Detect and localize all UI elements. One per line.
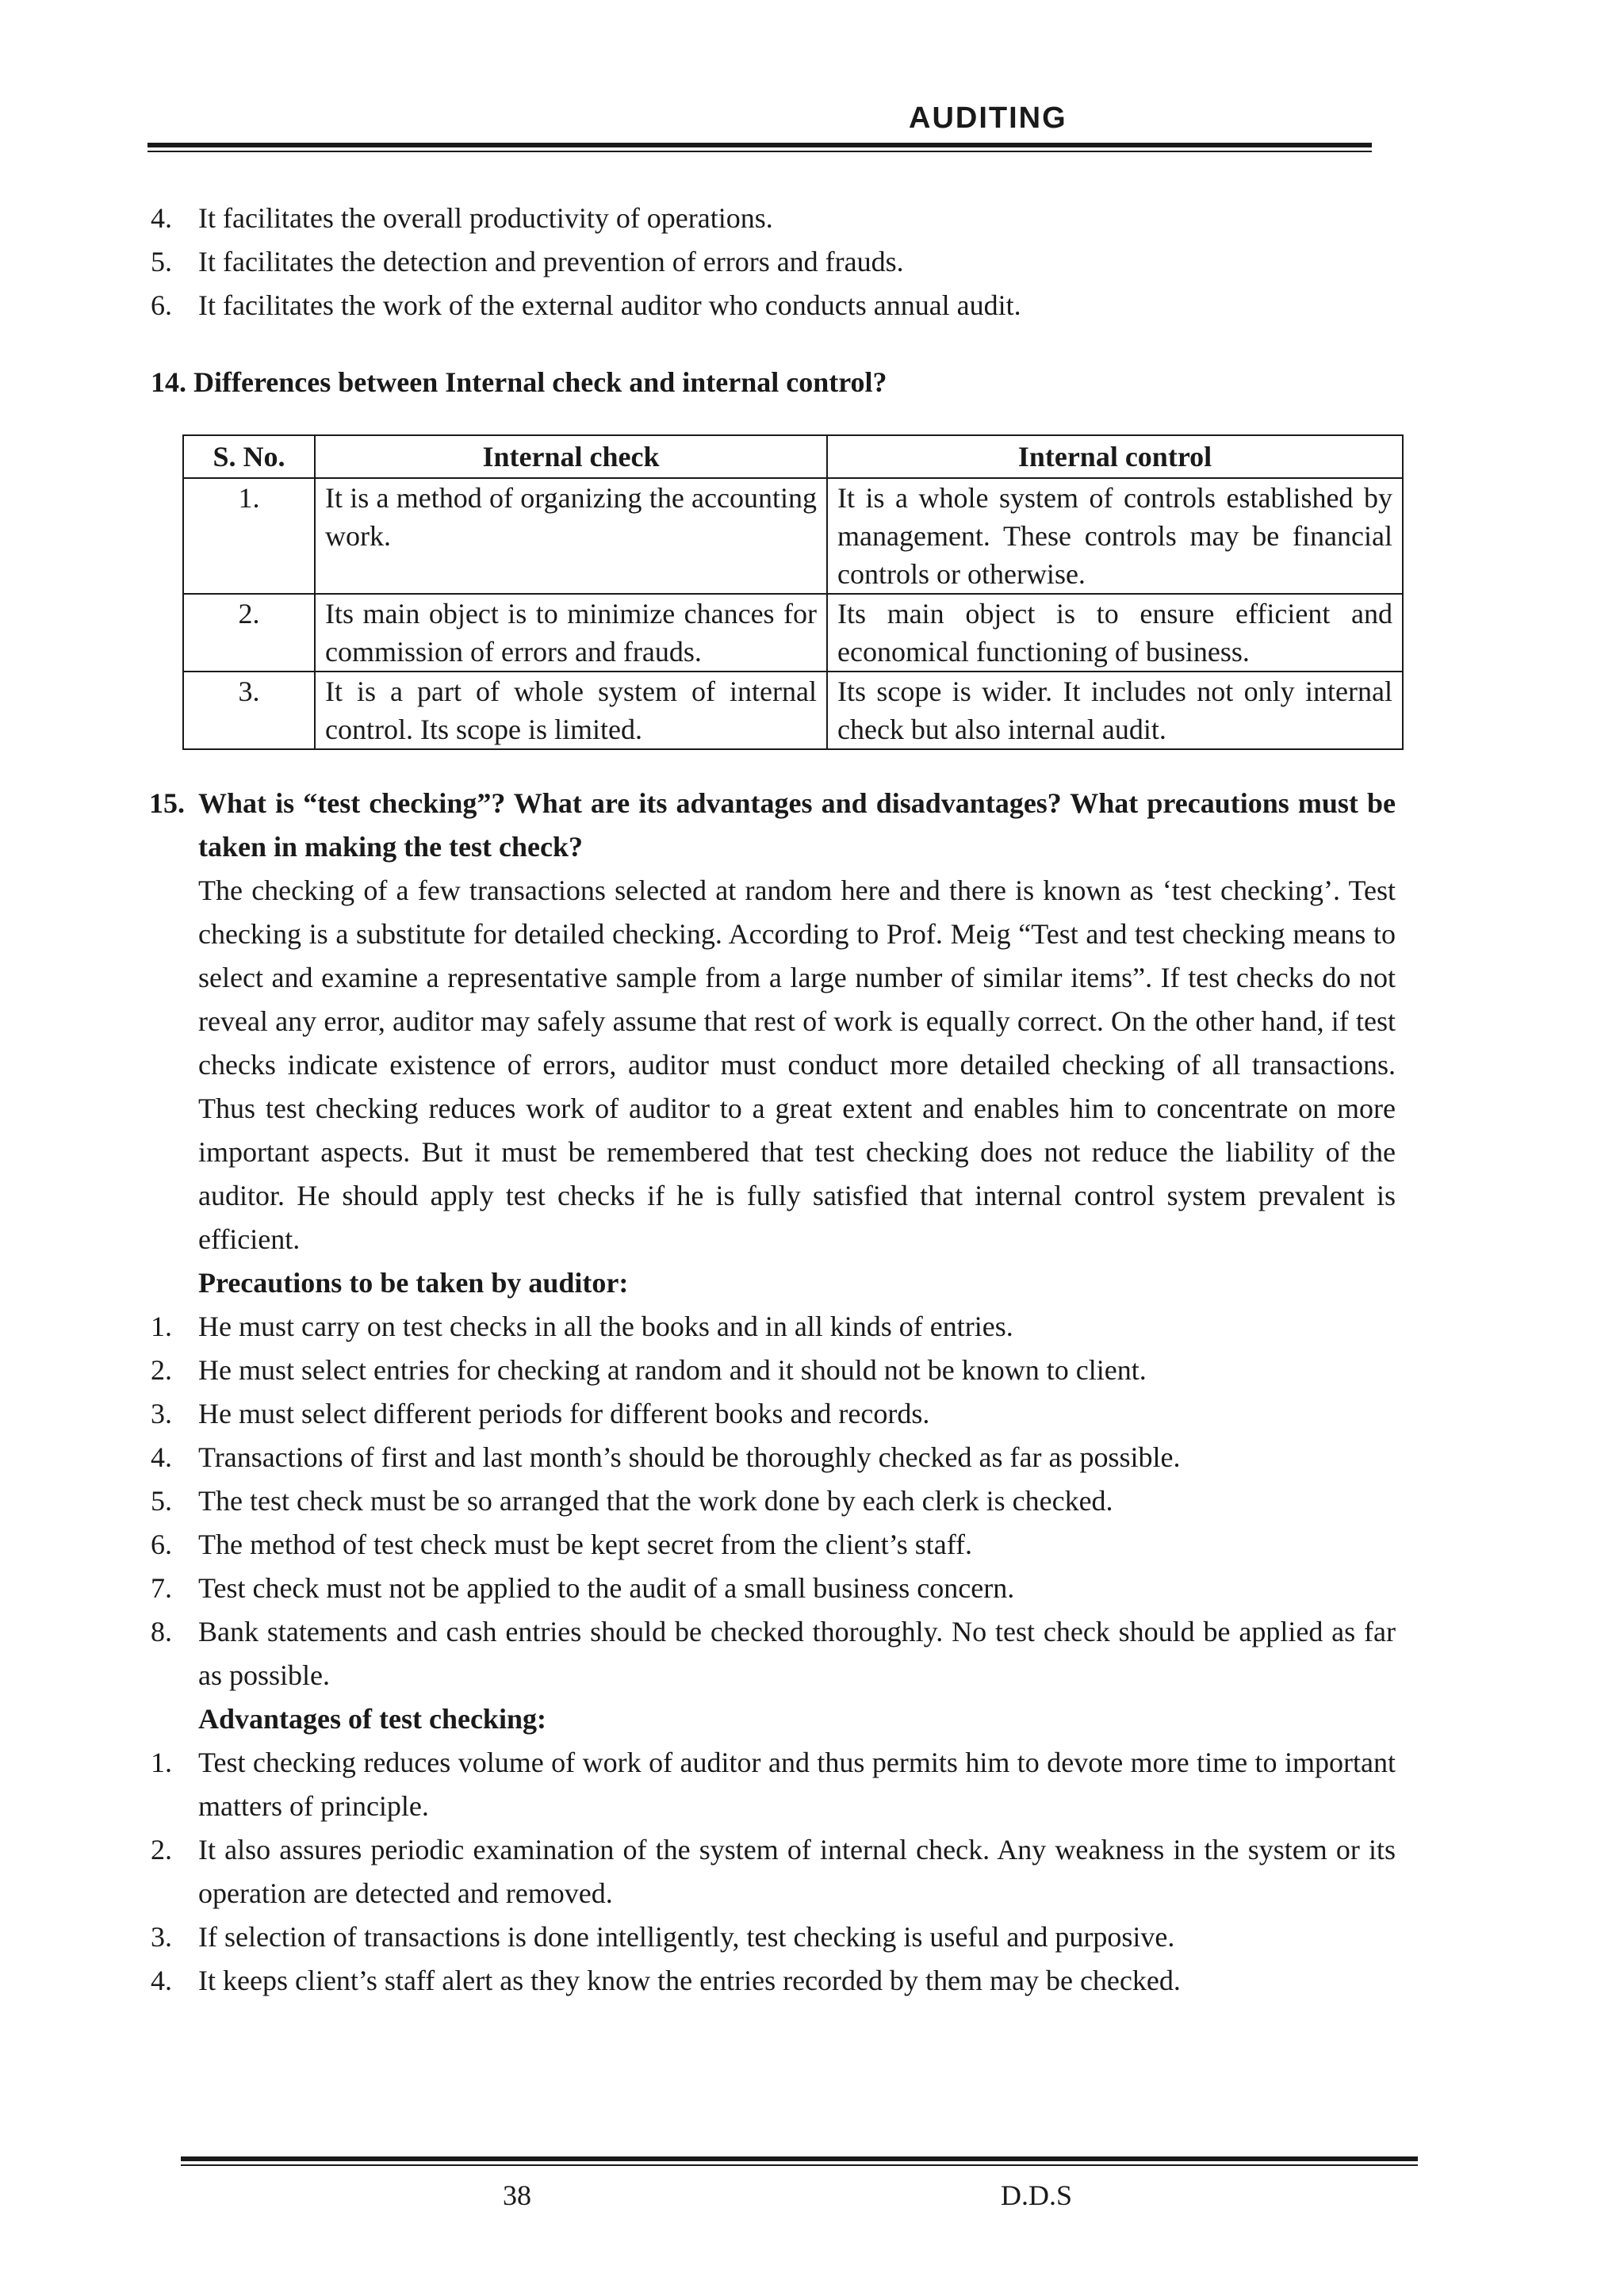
list-item: 8. Bank statements and cash entries should be checked thoroughly. No test check should be applied as far as possible. (151, 1616, 1396, 1691)
table-row (183, 478, 1403, 594)
cell-internal-check: Its main object is to minimize chances for commission of errors and frauds. (315, 594, 827, 672)
header-rule-thin (147, 151, 1372, 152)
advantages-list (151, 1741, 1396, 2003)
table-row (183, 594, 1403, 672)
list-item: 5. It facilitates the detection and prevention of errors and frauds. (151, 246, 904, 277)
list-item: 4. It facilitates the overall productivity of operations. (151, 202, 773, 234)
table-row (183, 672, 1403, 749)
page-content (151, 197, 1396, 2003)
precautions-list (151, 1305, 1396, 1697)
table-header-row (183, 435, 1403, 478)
list-item: 2. It also assures periodic examination of the system of internal check. Any weakness in the system or its operation are detected and removed. (151, 1834, 1396, 1909)
list-item: 5. The test check must be so arranged that the work done by each clerk is checked. (151, 1485, 1113, 1517)
precautions-heading: Precautions to be taken by auditor: (198, 1267, 629, 1299)
list-item: 3. He must select different periods for different books and records. (151, 1398, 930, 1429)
header-rule (147, 143, 1372, 147)
cell-sno: 2. (183, 594, 315, 672)
cell-internal-control: Its main object is to ensure efficient and economical functioning of business. (827, 594, 1403, 672)
q14-heading: 14. Differences between Internal check and internal control? (151, 366, 887, 398)
list-item: 6. It facilitates the work of the external auditor who conducts annual audit. (151, 289, 1021, 321)
list-item: 6. The method of test check must be kept secret from the client’s staff. (151, 1529, 973, 1560)
cell-internal-check: It is a part of whole system of internal control. Its scope is limited. (315, 672, 827, 749)
page-header-title: AUDITING (909, 101, 1067, 135)
list-item: 1. He must carry on test checks in all the books and in all kinds of entries. (151, 1311, 1013, 1342)
list-item: 7. Test check must not be applied to the audit of a small business concern. (151, 1572, 1015, 1604)
intro-list (151, 197, 1396, 327)
list-item: 4. It keeps client’s staff alert as they know the entries recorded by them may be checked. (151, 1965, 1181, 1996)
cell-sno: 1. (183, 478, 315, 594)
footer-rule (181, 2156, 1418, 2161)
q15-paragraph: The checking of a few transactions selected at random here and there is known as ‘test checking’. Test checking is a substitute for detailed checking. According to Prof. Meig “Test and test checking means to select and examine a representative sample from a large number of similar items”. If test checks do not reveal any error, auditor may safely assume that rest of work is equally correct. On the other hand, if test checks indicate existence of errors, auditor must conduct more detailed checking of all transactions. Thus test checking reduces work of auditor to a great extent and enables him to concentrate on more important aspects. But it must be remembered that test checking does not reduce the liability of the auditor. He should apply test checks if he is fully satisfied that internal control system prevalent is efficient. (198, 874, 1396, 1255)
list-item: 2. He must select entries for checking at random and it should not be known to client. (151, 1354, 1147, 1386)
footer-author: D.D.S (1001, 2179, 1073, 2211)
cell-internal-control: Its scope is wider. It includes not only internal check but also internal audit. (827, 672, 1403, 749)
page-number: 38 (503, 2179, 531, 2211)
comparison-table (182, 434, 1404, 750)
q15-heading: 15. What is “test checking”? What are its advantages and disadvantages? What precautions must be taken in making the test check? (149, 787, 1396, 863)
footer-rule-thin (181, 2164, 1418, 2166)
col-header-internal-check: Internal check (315, 435, 827, 478)
cell-internal-control: It is a whole system of controls established by management. These controls may be financial controls or otherwise. (827, 478, 1403, 594)
advantages-heading: Advantages of test checking: (198, 1703, 546, 1735)
list-item: 4. Transactions of first and last month’s should be thoroughly checked as far as possible. (151, 1441, 1181, 1473)
list-item: 1. Test checking reduces volume of work of auditor and thus permits him to devote more time to important matters of principle. (151, 1747, 1396, 1822)
col-header-internal-control: Internal control (827, 435, 1403, 478)
col-header-sno: S. No. (183, 435, 315, 478)
list-item: 3. If selection of transactions is done intelligently, test checking is useful and purposive. (151, 1921, 1175, 1953)
cell-internal-check: It is a method of organizing the accounting work. (315, 478, 827, 594)
cell-sno: 3. (183, 672, 315, 749)
